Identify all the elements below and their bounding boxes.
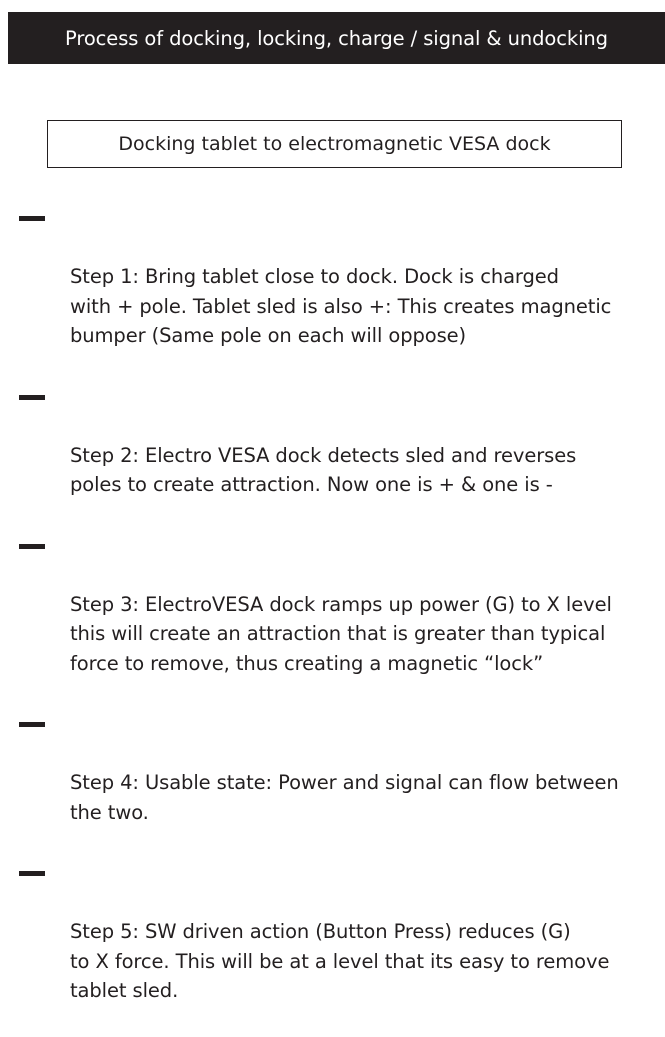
list-item (0, 709, 665, 827)
step-text: Step 3: ElectroVESA dock ramps up power (G) to X level this will create an attraction that is greater than typical force to remove, thus creating a magnetic “lock” (70, 592, 612, 675)
step-text: Step 5: SW driven action (Button Press) reduces (G) to X force. This will be at a level that its easy to remove tablet sled. (70, 920, 610, 1002)
step-text: Step 2: Electro VESA dock detects sled and reverses poles to create attraction. Now one is + & one is - (70, 443, 577, 496)
header-bar (8, 12, 665, 64)
page-title: Process of docking, locking, charge / signal & undocking (65, 26, 608, 50)
dash-bullet-icon (19, 722, 45, 727)
section-title-box (47, 120, 622, 168)
steps-list (0, 203, 665, 1037)
dash-bullet-icon (19, 216, 45, 221)
dash-bullet-icon (19, 871, 45, 876)
list-item (0, 203, 665, 351)
section-title: Docking tablet to electromagnetic VESA dock (118, 133, 551, 155)
step-text: Step 1: Bring tablet close to dock. Dock is charged with + pole. Tablet sled is also +: This creates magnetic bumper (Same pole on each will oppose) (70, 265, 612, 347)
list-item (0, 531, 665, 679)
list-item (0, 382, 665, 500)
list-item (0, 858, 665, 1006)
dash-bullet-icon (19, 395, 45, 400)
step-text: Step 4: Usable state: Power and signal can flow between the two. (70, 771, 619, 824)
dash-bullet-icon (19, 544, 45, 549)
